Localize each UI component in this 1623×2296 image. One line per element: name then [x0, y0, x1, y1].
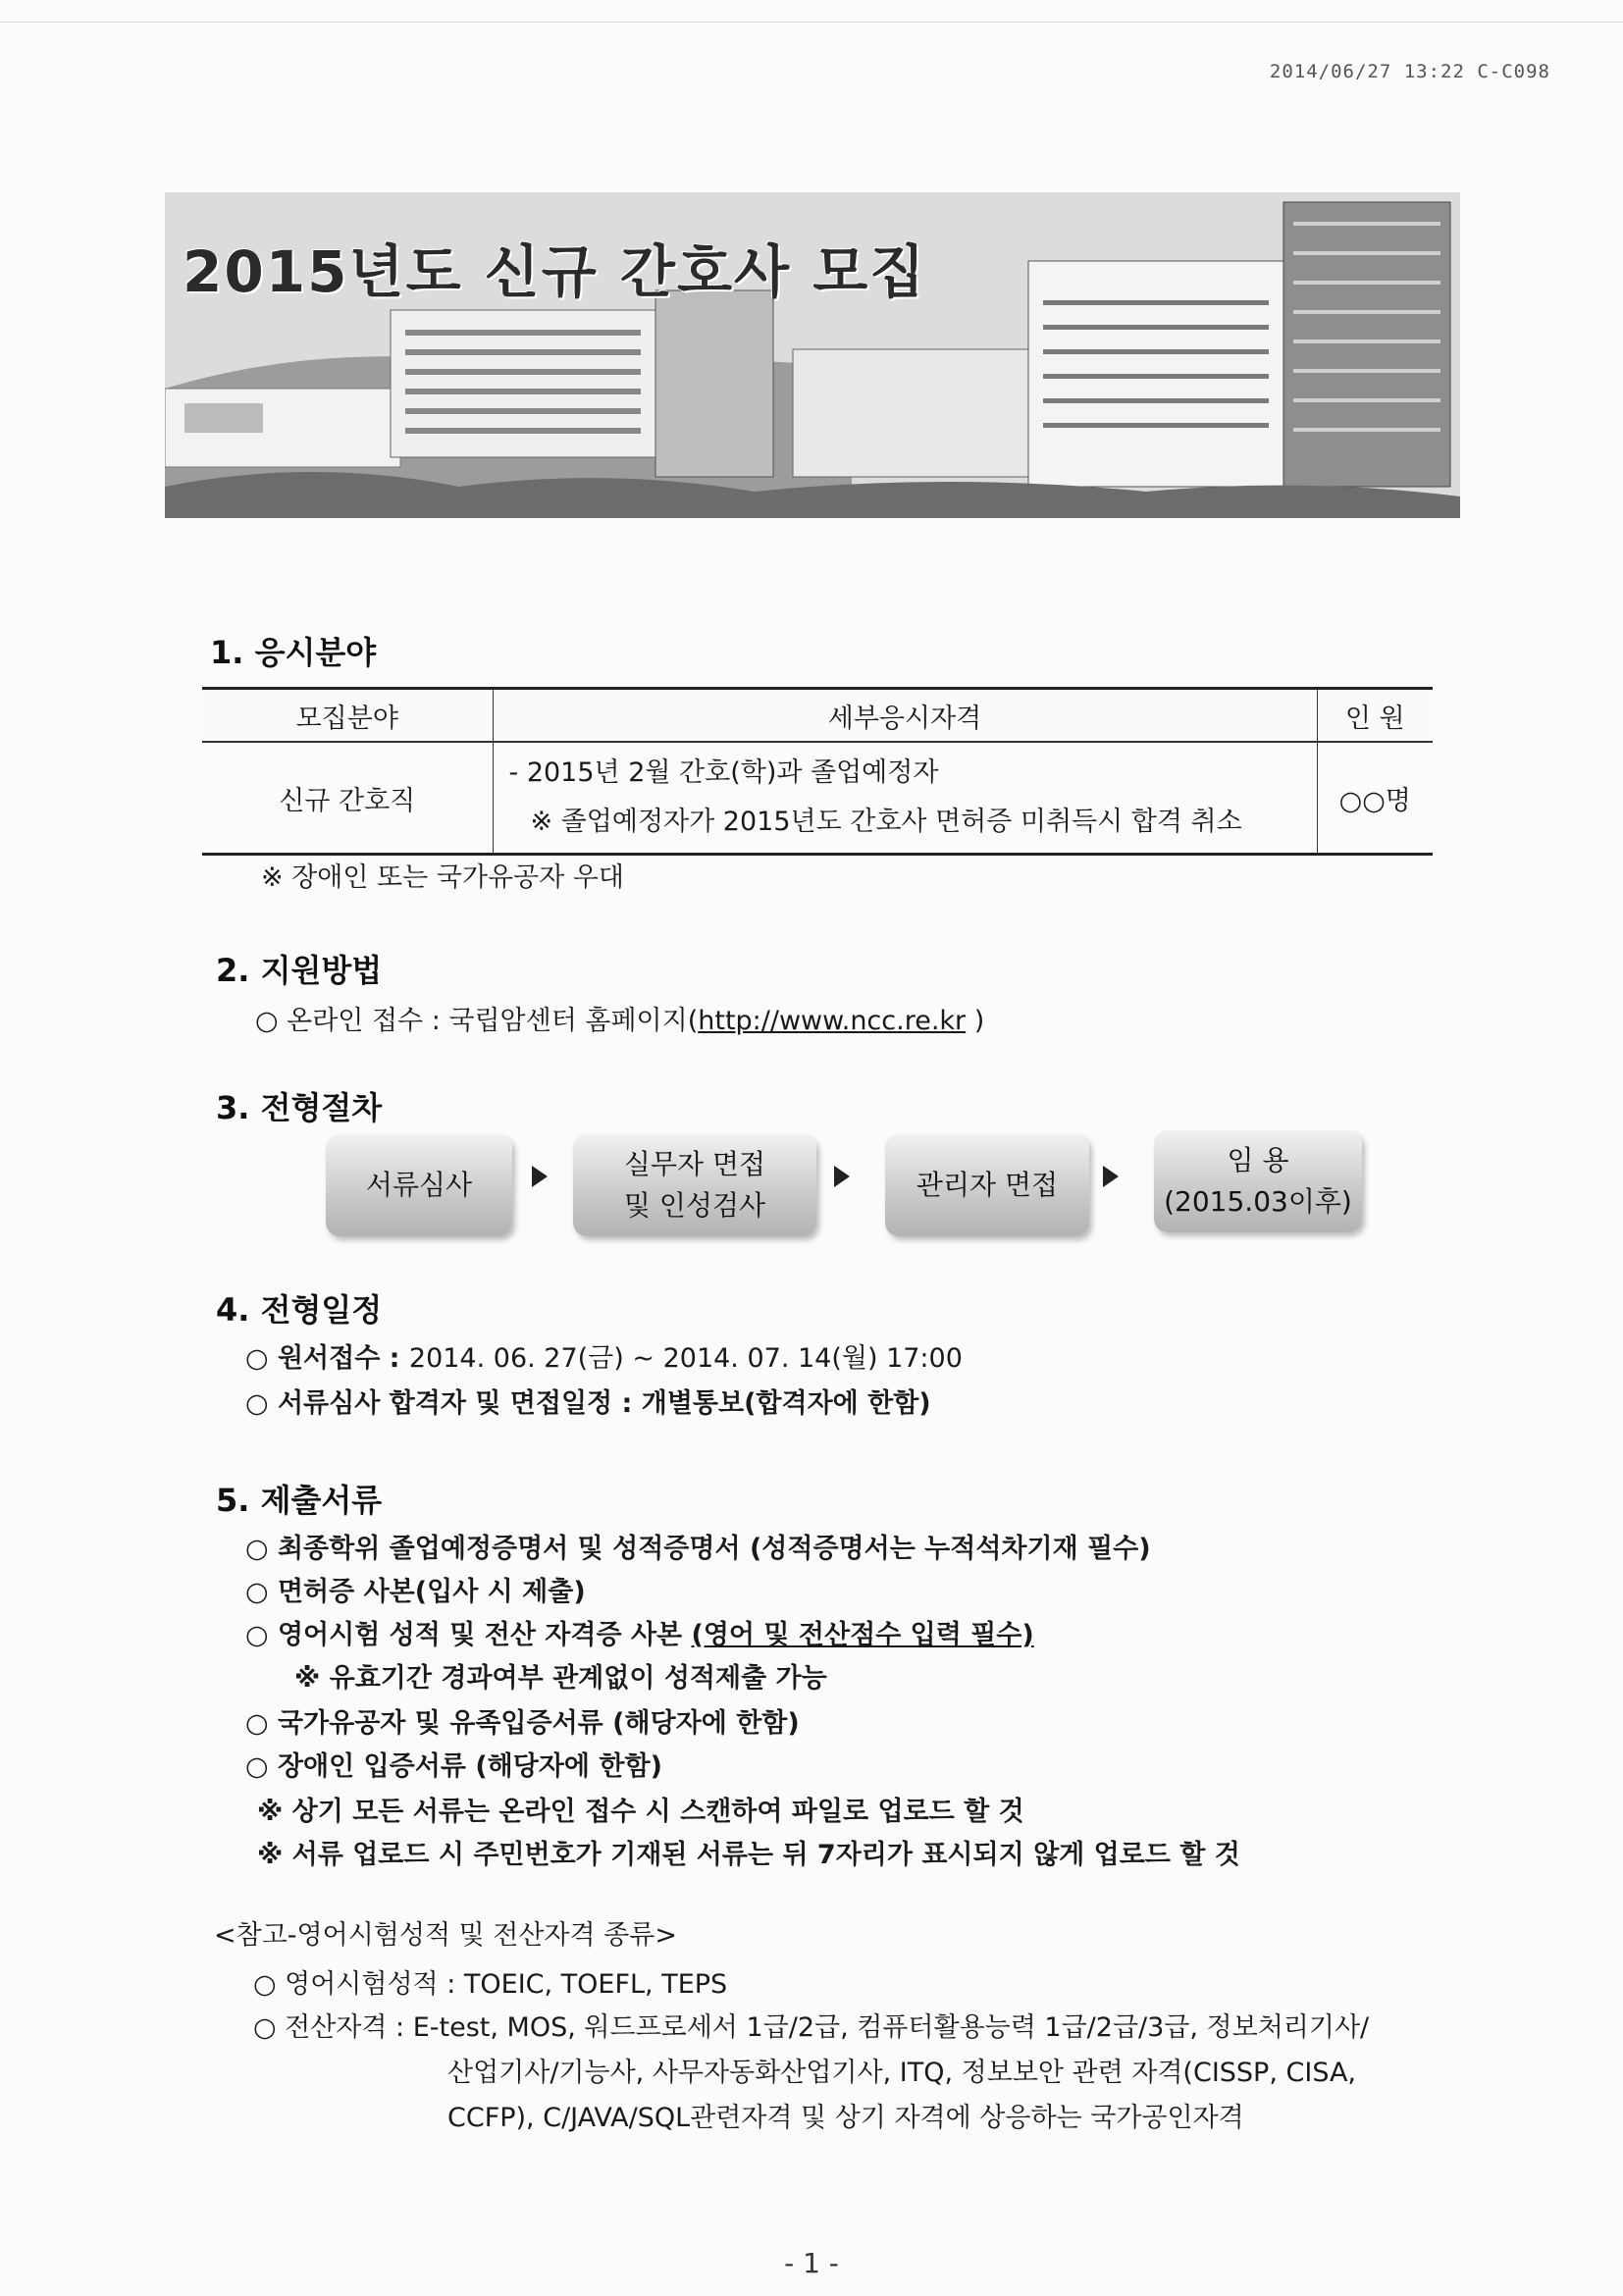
section-2-heading: 2. 지원방법 [216, 952, 383, 989]
cell-qualification [493, 742, 1317, 855]
schedule-application-dates: 2014. 06. 27(금) ~ 2014. 07. 14(월) 17:00 [408, 1343, 963, 1374]
application-method-label: ○ 온라인 접수 : 국립암센터 홈페이지( [255, 1006, 699, 1036]
process-step-staff-interview [573, 1134, 816, 1236]
fax-header: 2014/06/27 13:22 C-C098 [1269, 61, 1550, 82]
document-item-3-underlined: (영어 및 전산점수 입력 필수) [691, 1620, 1034, 1650]
section-4-heading: 4. 전형일정 [216, 1291, 383, 1329]
application-method-suffix: ) [966, 1006, 985, 1036]
process-step-2-line-1: 실무자 면접 [623, 1148, 766, 1180]
process-step-manager-interview [885, 1134, 1089, 1236]
schedule-interview-notice: ○ 서류심사 합격자 및 면접일정 : 개별통보(합격자에 한함) [245, 1388, 931, 1419]
arrow-right-icon [532, 1166, 548, 1187]
reference-it-certs-line-3: CCFP), C/JAVA/SQL관련자격 및 상기 자격에 상응하는 국가공인자격 [447, 2103, 1244, 2133]
header-count: 인 원 [1317, 689, 1433, 743]
schedule-application-period [245, 1336, 963, 1375]
application-method-line [255, 999, 984, 1037]
process-step-3-label: 관리자 면접 [916, 1169, 1059, 1201]
document-item-3-text: ○ 영어시험 성적 및 전산 자격증 사본 [245, 1620, 692, 1650]
process-step-4-line-1: 임 용 [1227, 1144, 1289, 1176]
section-3-heading: 3. 전형절차 [216, 1089, 383, 1126]
reference-title: <참고-영어시험성적 및 전산자격 종류> [214, 1920, 677, 1951]
application-field-table [202, 687, 1433, 856]
document-note-1: ※ 상기 모든 서류는 온라인 접수 시 스캔하여 파일로 업로드 할 것 [257, 1797, 1024, 1827]
section-5-heading: 5. 제출서류 [216, 1482, 383, 1519]
document-item-2: ○ 면허증 사본(입사 시 제출) [245, 1577, 586, 1607]
document-note-2: ※ 서류 업로드 시 주민번호가 기재된 서류는 뒤 7자리가 표시되지 않게 업로드 할 것 [257, 1840, 1240, 1870]
arrow-right-icon [834, 1166, 850, 1187]
page-number: - 1 - [784, 2247, 839, 2279]
process-step-appointment [1154, 1130, 1362, 1232]
scan-edge-line [0, 22, 1623, 23]
reference-it-certs-line-2: 산업기사/기능사, 사무자동화산업기사, ITQ, 정보보안 관련 자격(CISSP, CISA, [447, 2058, 1357, 2088]
qualification-line-2: ※ 졸업예정자가 2015년도 간호사 면허증 미취득시 합격 취소 [530, 807, 1242, 837]
document-item-5: ○ 장애인 입증서류 (해당자에 한함) [245, 1751, 662, 1782]
header-qualification: 세부응시자격 [493, 689, 1317, 743]
header-field: 모집분야 [202, 689, 493, 743]
document-item-4: ○ 국가유공자 및 유족입증서류 (해당자에 한함) [245, 1708, 800, 1739]
arrow-right-icon [1103, 1166, 1119, 1187]
schedule-application-label: ○ 원서접수 : [245, 1343, 409, 1374]
process-step-document-review [326, 1134, 512, 1236]
document-item-1: ○ 최종학위 졸업예정증명서 및 성적증명서 (성적증명서는 누적석차기재 필수) [245, 1534, 1151, 1564]
reference-it-certs-line-1: ○ 전산자격 : E-test, MOS, 워드프로세서 1급/2급, 컴퓨터활용능력 1급/2급/3급, 정보처리기사/ [253, 2012, 1370, 2043]
reference-english-tests: ○ 영어시험성적 : TOEIC, TOEFL, TEPS [253, 1969, 728, 2000]
process-step-4-line-2: (2015.03이후) [1164, 1185, 1352, 1218]
hospital-banner [165, 192, 1460, 518]
cell-field: 신규 간호직 [202, 742, 493, 855]
document-item-3-note: ※ 유효기간 경과여부 관계없이 성적제출 가능 [294, 1663, 827, 1694]
process-step-1-label: 서류심사 [365, 1169, 473, 1201]
document-item-3 [245, 1613, 1034, 1651]
section-1-heading: 1. 응시분야 [210, 634, 377, 671]
qualification-line-1: - 2015년 2월 간호(학)과 졸업예정자 [508, 757, 939, 788]
table-header-row [202, 689, 1433, 743]
homepage-link[interactable]: http://www.ncc.re.kr [698, 1006, 967, 1036]
cell-count: ○○명 [1317, 742, 1433, 855]
section-1-note: ※ 장애인 또는 국가유공자 우대 [261, 862, 624, 893]
process-step-2-line-2: 및 인성검사 [623, 1189, 766, 1222]
table-row [202, 742, 1433, 855]
banner-title: 2015년도 신규 간호사 모집 [183, 238, 927, 305]
